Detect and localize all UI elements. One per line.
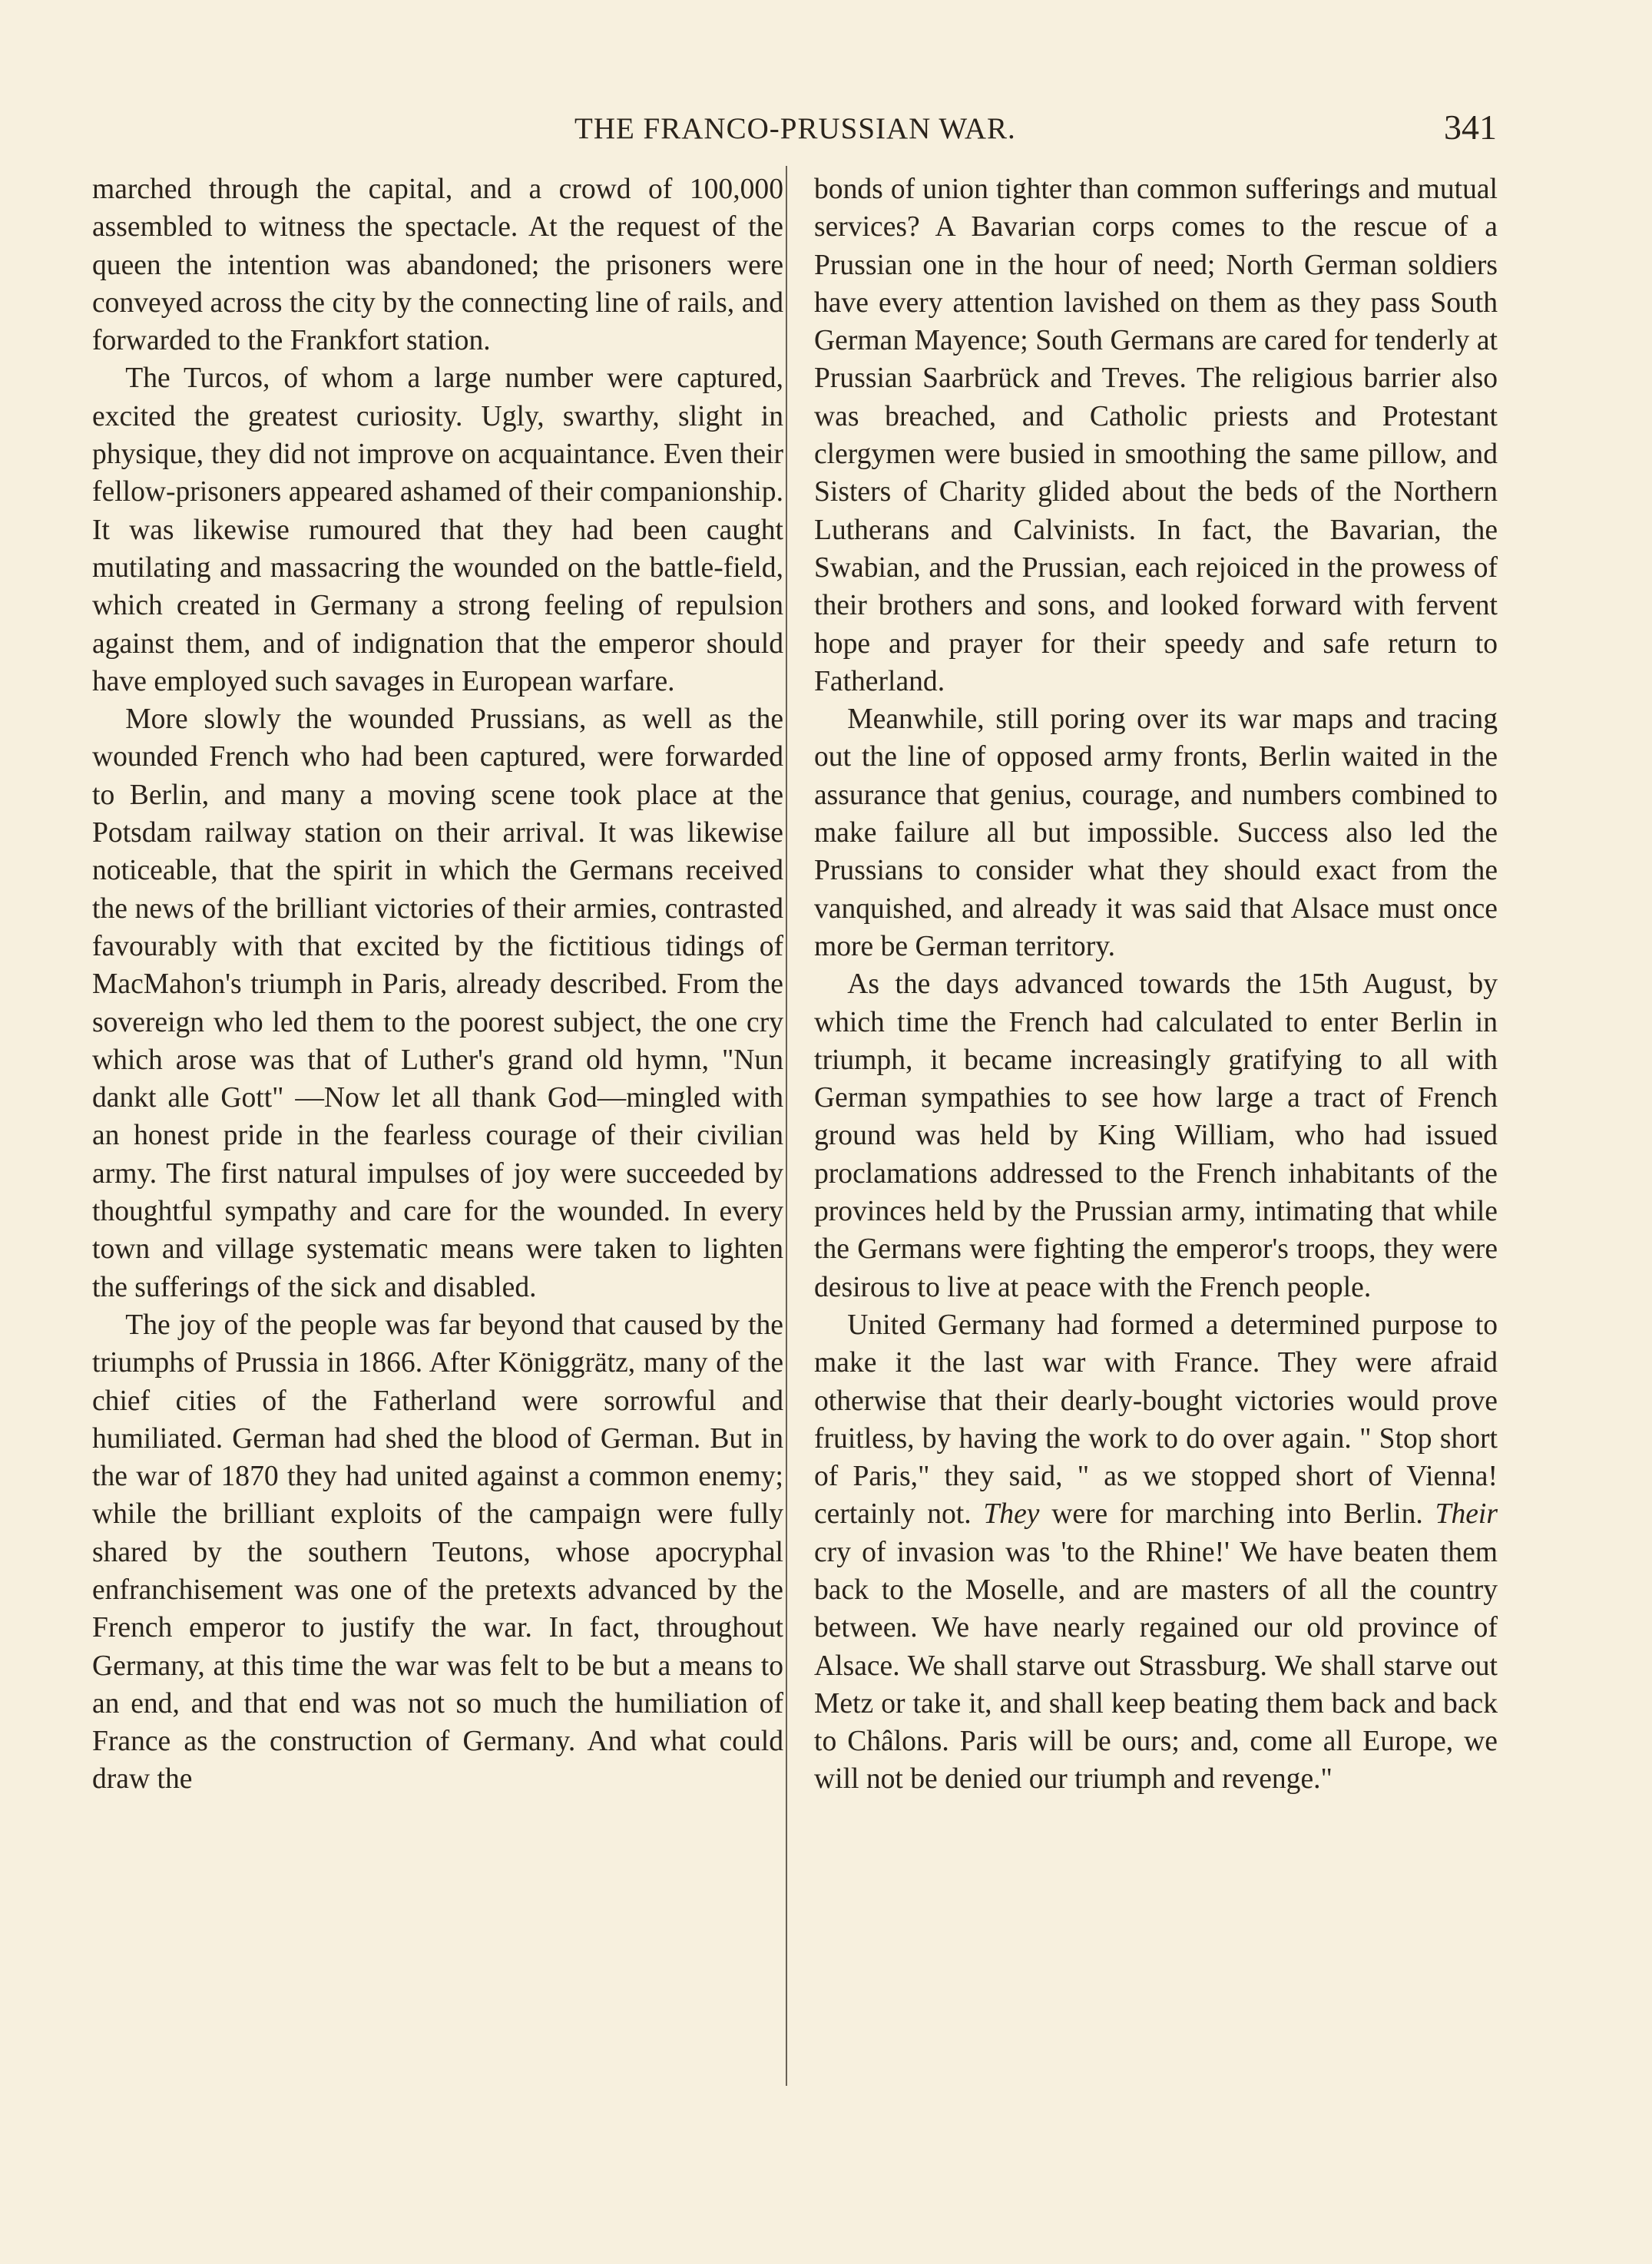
paragraph: Meanwhile, still poring over its war maps and tracing out the line of opposed army fronts, Berlin waited in the assurance that genius, courage, and numbers combined to make failure all but impossible. Success also led the Prussians to consider what they should exact from the vanquished, and already it was said that Alsace must once more be German territory. [814,703,1498,962]
paragraph: The Turcos, of whom a large number were captured, excited the greatest curiosity. Ugly, swarthy, slight in physique, they did not improve on acquaintance. Even their fellow-prisoners appeared ashamed of their companionship. It was likewise rumoured that they had been caught mutilating and massacring the wounded on the battle-field, which created in Germany a strong feeling of repulsion against them, and of indignation that the emperor should have employed such savages in European warfare. [92,362,783,697]
paragraph-text: cry of invasion was 'to the Rhine!' We have beaten them back to the Moselle, and are masters of all the country between. We have nearly regained our old province of Alsace. We shall starve out Strassburg. We shall starve out Metz or take it, and shall keep beating them back and back to Châlons. Paris will be ours; and, come all Europe, we will not be denied our triumph and revenge." [814,1536,1498,1796]
running-title: THE FRANCO-PRUSSIAN WAR. [574,112,1016,145]
page-number: 341 [1444,108,1497,147]
paragraph: marched through the capital, and a crowd of 100,000 assembled to witness the spectacle. At the request of the queen the intention was abandoned; the prisoners were conveyed across the city by the connecting line of rails, and forwarded to the Frankfort station. [92,174,783,357]
column-divider [786,166,787,2086]
paragraph: As the days advanced towards the 15th August, by which time the French had calculated to enter Berlin in triumph, it became increasingly gratifying to all with German sympathies to see how large a tract of French ground was held by King William, who had issued proclamations addressed to the French inhabitants of the provinces held by the Prussian army, intimating that while the Germans were fighting the emperor's troops, they were desirous to live at peace with the French people. [814,968,1498,1303]
paragraph: The joy of the people was far beyond that caused by the triumphs of Prussia in 1866. After Königgrätz, many of the chief cities of the Fatherland were sorrowful and humiliated. German had shed the blood of German. But in the war of 1870 they had united against a common enemy; while the brilliant exploits of the campaign were fully shared by the southern Teutons, whose apocryphal enfranchisement was one of the pretexts advanced by the French emperor to justify the war. In fact, throughout Germany, at this time the war was felt to be but a means to an end, and that end was not so much the humiliation of France as the construction of Germany. And what could draw the [92,1309,783,1796]
left-column [92,170,783,1799]
paragraph: bonds of union tighter than common sufferings and mutual services? A Bavarian corps comes to the rescue of a Prussian one in the hour of need; North German soldiers have every attention lavished on them as they pass South German Mayence; South Germans are cared for tenderly at Prussian Saarbrück and Treves. The religious barrier also was breached, and Catholic priests and Protestant clergymen were busied in smoothing the same pillow, and Sisters of Charity glided about the beds of the Northern Lutherans and Calvinists. In fact, the Bavarian, the Swabian, and the Prussian, each rejoiced in the prowess of their brothers and sons, and looked forward with fervent hope and prayer for their speedy and safe return to Fatherland. [814,174,1498,697]
italic-word: They [983,1498,1040,1531]
paragraph-text: were for marching into Berlin. [1039,1498,1435,1531]
paragraph: More slowly the wounded Prussians, as well as the wounded French who had been captured, were forwarded to Berlin, and many a moving scene took place at the Potsdam railway station on their arrival. It was likewise noticeable, that the spirit in which the Germans received the news of the brilliant victories of their armies, contrasted favourably with that excited by the fictitious tidings of MacMahon's triumph in Paris, already described. From the sovereign who led them to the poorest subject, the one cry which arose was that of Luther's grand old hymn, "Nun dankt alle Gott" —Now let all thank God—mingled with an honest pride in the fearless courage of their civilian army. The first natural impulses of joy were succeeded by thoughtful sympathy and care for the wounded. In every town and village systematic means were taken to lighten the sufferings of the sick and disabled. [92,703,783,1303]
italic-word: Their [1435,1498,1498,1531]
right-column [814,170,1498,1799]
running-header [0,108,1652,157]
paragraph [814,1306,1498,1799]
paragraph-text: United Germany had formed a determined purpose to make it the last war with France. They were afraid otherwise that their dearly-bought victories would prove fruitless, by having the work to do over again. " Stop short of Paris," they said, " as we stopped short of Vienna! certainly not. [814,1309,1498,1531]
